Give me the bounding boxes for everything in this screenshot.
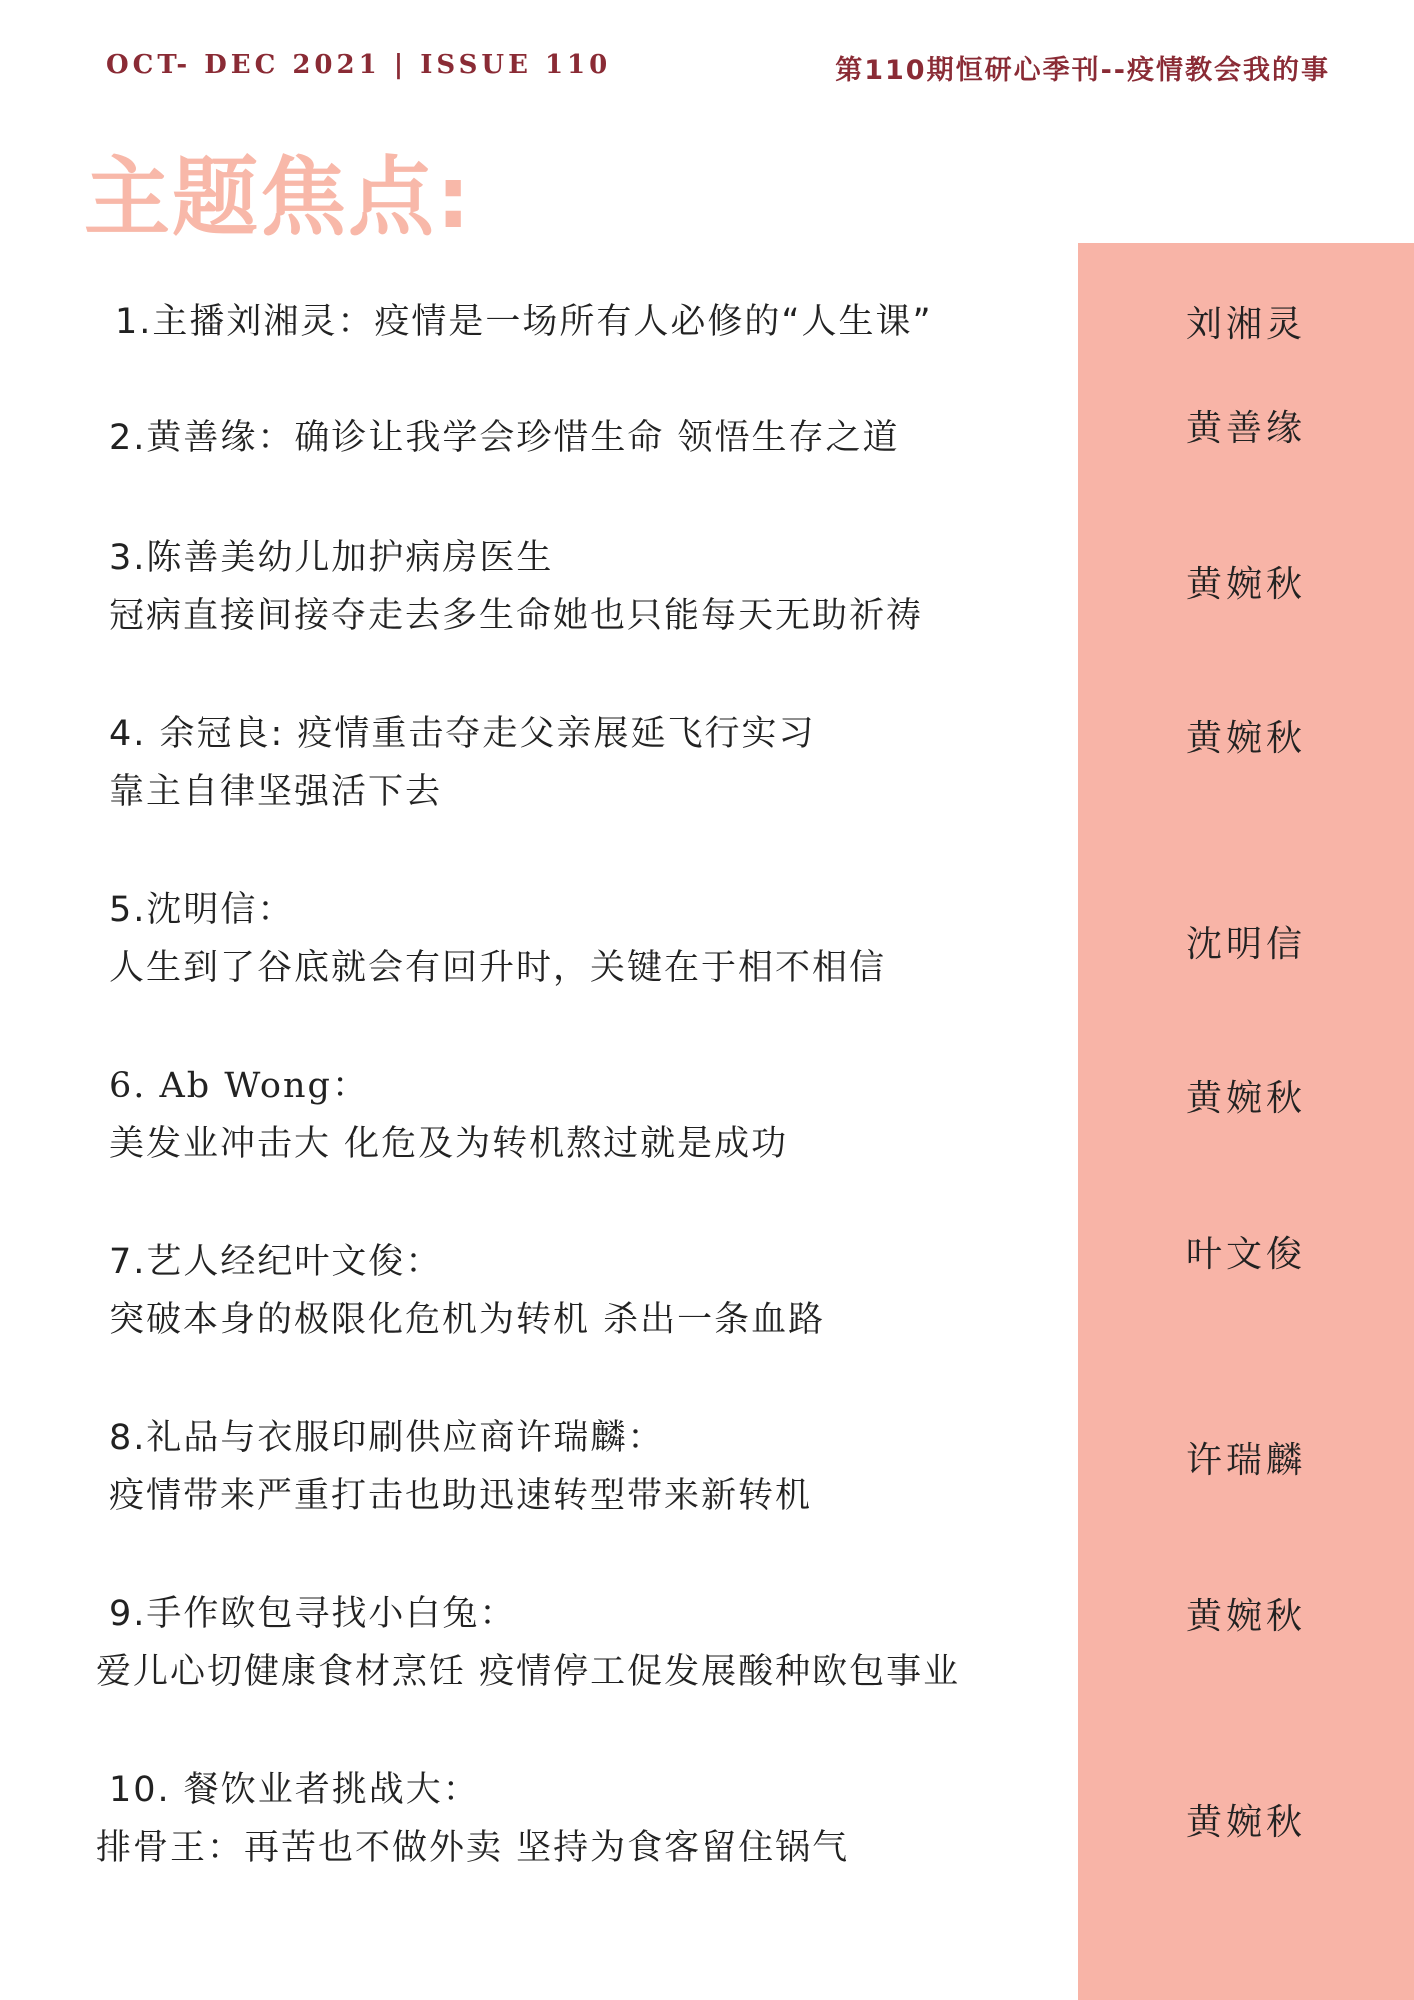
item-8-line-2[interactable]: 疫情带来严重打击也助迅速转型带来新转机: [109, 1476, 813, 1516]
author-sidebar: [1078, 243, 1414, 2000]
item-3-line-1[interactable]: 3.陈善美幼儿加护病房医生: [109, 538, 554, 578]
item-6-line-2[interactable]: 美发业冲击大 化危及为转机熬过就是成功: [109, 1124, 789, 1164]
page-title: 主题焦点:: [84, 148, 473, 248]
item-8-line-1[interactable]: 8.礼品与衣服印刷供应商许瑞麟：: [109, 1418, 665, 1458]
item-9-line-1[interactable]: 9.手作欧包寻找小白兔：: [109, 1594, 517, 1634]
item-4-line-2[interactable]: 靠主自律坚强活下去: [109, 772, 443, 812]
item-4-line-1[interactable]: 4. 余冠良: 疫情重击夺走父亲展延飞行实习: [109, 714, 816, 754]
item-7-line-2[interactable]: 突破本身的极限化危机为转机 杀出一条血路: [109, 1300, 826, 1340]
item-10-line-2[interactable]: 排骨王：再苦也不做外卖 坚持为食客留住锅气: [96, 1828, 850, 1868]
item-2-author: 黄善缘: [1185, 408, 1306, 449]
item-10-line-1[interactable]: 10. 餐饮业者挑战大：: [109, 1770, 480, 1810]
series-title: 第110期恒研心季刊--疫情教会我的事: [835, 55, 1330, 86]
item-2-line-1[interactable]: 2.黄善缘：确诊让我学会珍惜生命 领悟生存之道: [109, 418, 900, 458]
item-6-line-1[interactable]: 6. Ab Wong：: [109, 1066, 369, 1106]
issue-line: OCT- DEC 2021 | ISSUE 110: [106, 50, 612, 80]
item-7-line-1[interactable]: 7.艺人经纪叶文俊：: [109, 1242, 443, 1282]
item-5-author: 沈明信: [1185, 924, 1306, 965]
item-3-author: 黄婉秋: [1185, 564, 1306, 605]
item-10-author: 黄婉秋: [1185, 1802, 1306, 1843]
item-7-author: 叶文俊: [1185, 1234, 1306, 1275]
item-1-line-1[interactable]: 1.主播刘湘灵：疫情是一场所有人必修的“人生课”: [115, 302, 933, 342]
item-6-author: 黄婉秋: [1185, 1078, 1306, 1119]
item-4-author: 黄婉秋: [1185, 718, 1306, 759]
item-5-line-2[interactable]: 人生到了谷底就会有回升时，关键在于相不相信: [109, 948, 887, 988]
item-3-line-2[interactable]: 冠病直接间接夺走去多生命她也只能每天无助祈祷: [109, 596, 924, 636]
item-9-author: 黄婉秋: [1185, 1596, 1306, 1637]
item-9-line-2[interactable]: 爱儿心切健康食材烹饪 疫情停工促发展酸种欧包事业: [96, 1652, 961, 1692]
item-8-author: 许瑞麟: [1185, 1440, 1306, 1481]
item-5-line-1[interactable]: 5.沈明信：: [109, 890, 295, 930]
item-1-author: 刘湘灵: [1185, 304, 1306, 345]
